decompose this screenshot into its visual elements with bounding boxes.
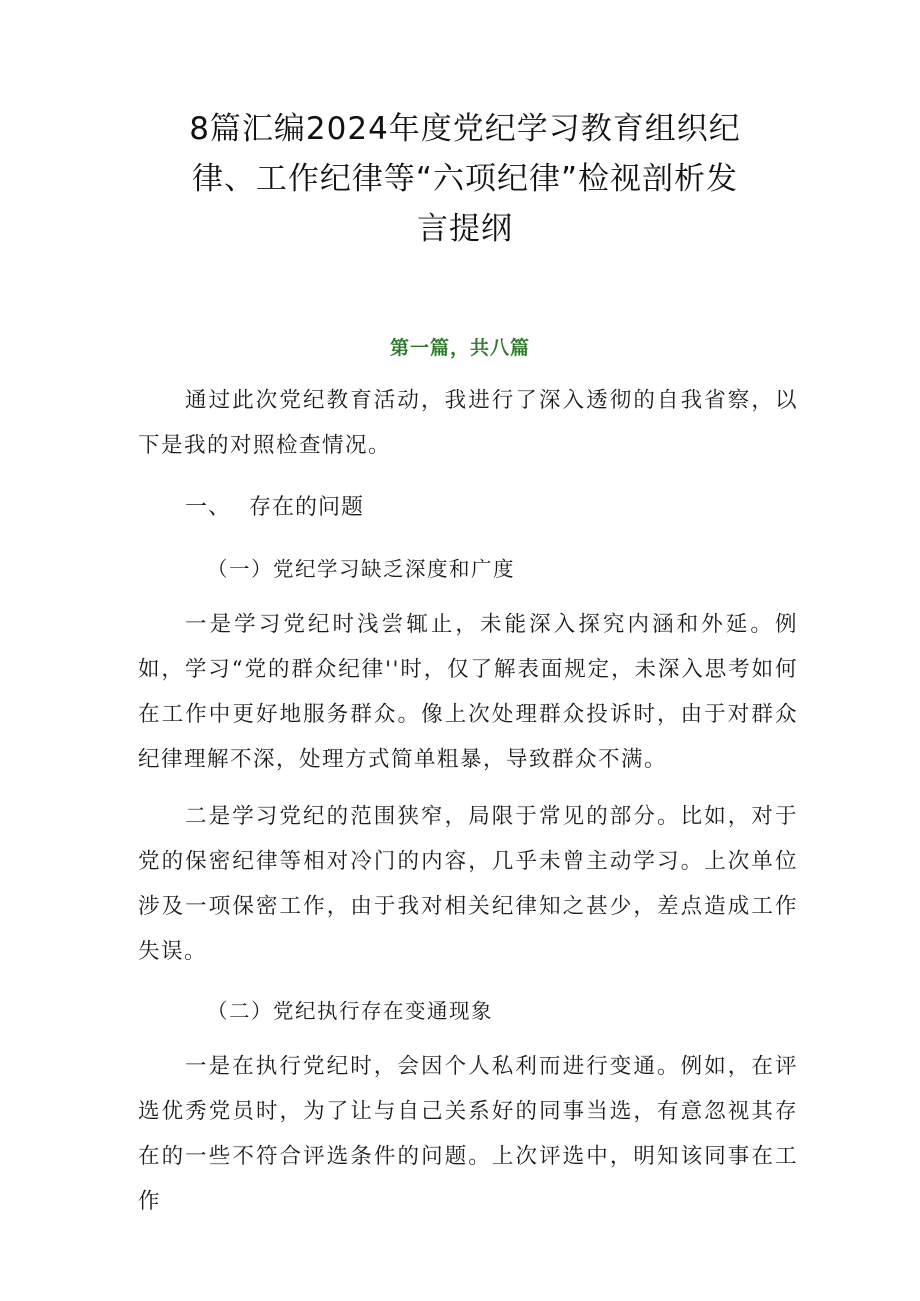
document-title — [140, 104, 790, 254]
document-subtitle: 第一篇，共八篇 — [389, 337, 530, 359]
subsection-heading-1: （一）党纪学习缺乏深度和广度 — [207, 557, 515, 581]
section-title: 存在的问题 — [249, 495, 365, 520]
paragraph-2: 二是学习党纪的范围狭窄，局限于常见的部分。比如，对于党的保密纪律等相对冷门的内容，几乎未曾主动学习。上次单位涉及一项保密工作，由于我对相关纪律知之甚少，差点造成工作失误。 — [138, 804, 798, 964]
title-line-1: 8篇汇编2024年度党纪学习教育组织纪 — [189, 111, 741, 147]
paragraph-3: 一是在执行党纪时，会因个人私利而进行变通。例如，在评选优秀党员时，为了让与自己关系好的同事当选，有意忽视其存在的一些不符合评选条件的问题。上次评选中，明知该同事在工作 — [138, 1054, 798, 1214]
subsection-heading-2: （二）党纪执行存在变通现象 — [207, 999, 493, 1023]
title-line-2: 律、工作纪律等“六项纪律”检视剖析发 — [191, 161, 739, 197]
paragraph-1: 一是学习党纪时浅尝辄止，未能深入探究内涵和外延。例如，学习“党的群众纪律''时，仅了解表面规定，未深入思考如何在工作中更好地服务群众。像上次处理群众投诉时，由于对群众纪律理解不深，处理方式简单粗暴，导致群众不满。 — [138, 612, 798, 772]
title-line-3: 言提纲 — [417, 211, 513, 247]
section-heading-1 — [185, 490, 364, 521]
intro-paragraph: 通过此次党纪教育活动，我进行了深入透彻的自我省察，以下是我的对照检查情况。 — [138, 388, 798, 458]
section-number: 一、 — [185, 495, 232, 520]
